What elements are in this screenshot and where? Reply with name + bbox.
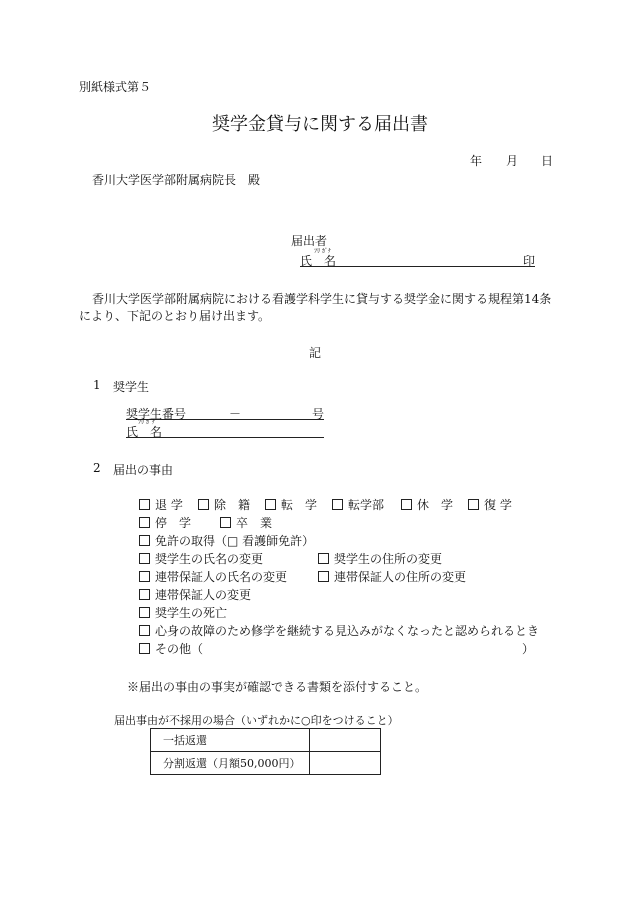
- repayment-lump-sum: 一括返還: [151, 729, 310, 752]
- student-number-suffix: 号: [311, 407, 324, 421]
- checkbox[interactable]: [139, 535, 150, 546]
- ki-heading: 記: [309, 346, 322, 360]
- reason-student-name-change[interactable]: 奨学生の氏名の変更: [139, 550, 263, 567]
- section2-number: 2: [93, 461, 101, 475]
- form-number: 別紙様式第５: [79, 80, 152, 94]
- checkbox[interactable]: [139, 589, 150, 600]
- student-name-label: 氏 名: [126, 425, 163, 439]
- other-close-paren: ）: [521, 642, 534, 656]
- reason-suspension[interactable]: 停 学: [139, 514, 191, 531]
- student-number-label: 奨学生番号: [126, 407, 187, 421]
- reason-transfer-faculty[interactable]: 転学部: [332, 496, 384, 513]
- reason-guarantor-change[interactable]: 連帯保証人の変更: [139, 586, 251, 603]
- checkbox[interactable]: [139, 625, 150, 636]
- student-name-field[interactable]: [126, 419, 324, 439]
- student-number-separator: －: [229, 407, 242, 421]
- checkbox[interactable]: [220, 517, 231, 528]
- seal-mark: 印: [522, 254, 535, 268]
- reason-transfer-school[interactable]: 転 学: [265, 496, 317, 513]
- submitter-name-field[interactable]: [300, 248, 535, 268]
- submitter-name-label: 氏 名: [300, 254, 337, 268]
- submitter-name-ruby: ﾌﾘ ｶﾞﾅ: [314, 248, 331, 255]
- date-month: 月: [506, 154, 519, 168]
- checkbox[interactable]: [139, 643, 150, 654]
- reason-leave[interactable]: 休 学: [401, 496, 453, 513]
- student-number-field[interactable]: [126, 405, 324, 420]
- reason-health[interactable]: 心身の故障のため修学を継続する見込みがなくなったと認められるとき: [139, 622, 539, 639]
- repayment-installment: 分割返還（月額50,000円）: [151, 752, 310, 775]
- checkbox[interactable]: [198, 499, 209, 510]
- reason-other[interactable]: その他（ ）: [139, 640, 534, 657]
- section1-title: 奨学生: [113, 380, 150, 394]
- checkbox[interactable]: [139, 571, 150, 582]
- repayment-lump-sum-mark[interactable]: [310, 729, 381, 752]
- repayment-table: [150, 728, 381, 775]
- reason-license[interactable]: 免許の取得（□ 看護師免許）: [139, 532, 314, 549]
- date-day: 日: [541, 154, 554, 168]
- intro-line-2: により、下記のとおり届け出ます。: [79, 309, 271, 323]
- checkbox[interactable]: [139, 517, 150, 528]
- reason-return[interactable]: 復 学: [468, 496, 512, 513]
- checkbox[interactable]: [332, 499, 343, 510]
- page-title: 奨学金貸与に関する届出書: [212, 114, 428, 135]
- checkbox[interactable]: [139, 499, 150, 510]
- reason-expulsion[interactable]: 除 籍: [198, 496, 250, 513]
- table-row: [151, 729, 381, 752]
- repayment-installment-mark[interactable]: [310, 752, 381, 775]
- checkbox[interactable]: [468, 499, 479, 510]
- checkbox[interactable]: [139, 553, 150, 564]
- section2-title: 届出の事由: [113, 463, 174, 477]
- date-year: 年: [470, 154, 483, 168]
- reason-graduation[interactable]: 卒 業: [220, 514, 272, 531]
- reason-guarantor-name-change[interactable]: 連帯保証人の氏名の変更: [139, 568, 287, 585]
- reason-withdrawal[interactable]: 退 学: [139, 496, 183, 513]
- checkbox[interactable]: [139, 607, 150, 618]
- checkbox[interactable]: [265, 499, 276, 510]
- addressee: 香川大学医学部附属病院長 殿: [92, 173, 261, 187]
- rejection-caption: 届出事由が不採用の場合（いずれかに○印をつけること）: [114, 714, 399, 727]
- student-name-ruby: ﾌﾘ ｶﾞﾅ: [138, 419, 155, 426]
- table-row: [151, 752, 381, 775]
- submitter-label: 届出者: [291, 234, 328, 248]
- checkbox[interactable]: [401, 499, 412, 510]
- intro-line-1: 香川大学医学部附属病院における看護学科学生に貸与する奨学金に関する規程第14条: [92, 292, 552, 306]
- reason-student-death[interactable]: 奨学生の死亡: [139, 604, 227, 621]
- checkbox[interactable]: [318, 571, 329, 582]
- attachment-note: ※届出の事由の事実が確認できる書類を添付すること。: [127, 680, 428, 694]
- section1-number: 1: [93, 378, 101, 392]
- reason-guarantor-address-change[interactable]: 連帯保証人の住所の変更: [318, 568, 466, 585]
- reason-student-address-change[interactable]: 奨学生の住所の変更: [318, 550, 442, 567]
- checkbox[interactable]: [318, 553, 329, 564]
